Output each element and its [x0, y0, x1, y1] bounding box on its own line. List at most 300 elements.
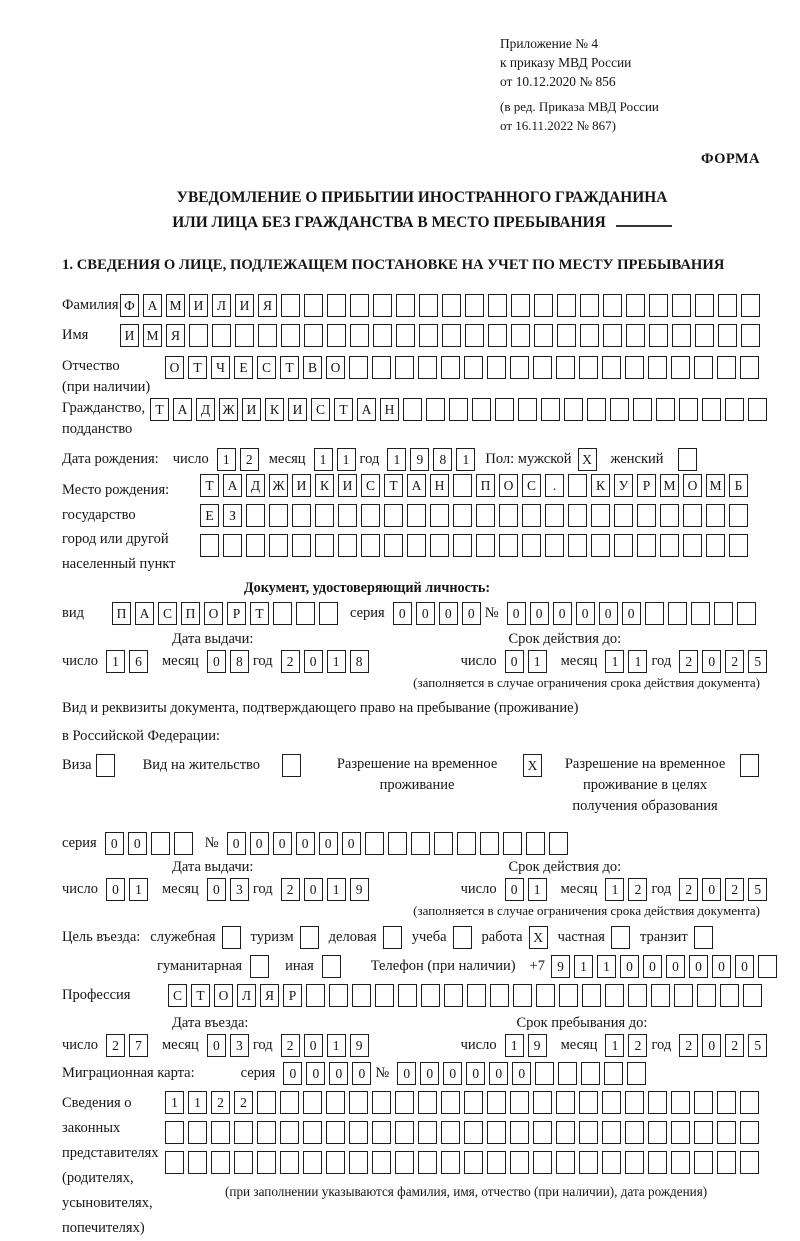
char-cell[interactable]	[350, 324, 369, 347]
char-cell[interactable]	[372, 1151, 391, 1174]
char-cell[interactable]: 0	[207, 650, 226, 673]
char-cell[interactable]	[556, 1121, 575, 1144]
char-cell[interactable]: 1	[605, 650, 624, 673]
char-cell[interactable]: Н	[430, 474, 449, 497]
char-cell[interactable]	[672, 324, 691, 347]
char-cell[interactable]	[487, 1151, 506, 1174]
char-cell[interactable]: Е	[200, 504, 219, 527]
char-cell[interactable]: 0	[306, 1062, 325, 1085]
char-cell[interactable]: 0	[702, 650, 721, 673]
char-cell[interactable]: Т	[250, 602, 269, 625]
char-cell[interactable]	[246, 504, 265, 527]
char-cell[interactable]	[679, 398, 698, 421]
char-cell[interactable]	[625, 356, 644, 379]
char-cell[interactable]	[292, 504, 311, 527]
char-cell[interactable]: С	[311, 398, 330, 421]
char-cell[interactable]	[656, 398, 675, 421]
char-cell[interactable]: Е	[234, 356, 253, 379]
char-cell[interactable]: 0	[283, 1062, 302, 1085]
goal-chastnaya-checkbox[interactable]	[611, 926, 630, 949]
char-cell[interactable]	[352, 984, 371, 1007]
char-cell[interactable]	[602, 356, 621, 379]
char-cell[interactable]	[395, 356, 414, 379]
char-cell[interactable]	[211, 1121, 230, 1144]
char-cell[interactable]	[648, 1121, 667, 1144]
char-cell[interactable]	[280, 1091, 299, 1114]
char-cell[interactable]: 8	[350, 650, 369, 673]
char-cell[interactable]	[717, 356, 736, 379]
char-cell[interactable]	[683, 504, 702, 527]
char-cell[interactable]	[725, 398, 744, 421]
char-cell[interactable]	[694, 356, 713, 379]
char-cell[interactable]: 0	[319, 832, 338, 855]
char-cell[interactable]: В	[303, 356, 322, 379]
char-cell[interactable]	[533, 1091, 552, 1114]
char-cell[interactable]	[533, 1151, 552, 1174]
char-cell[interactable]	[718, 324, 737, 347]
char-cell[interactable]: 1	[327, 1034, 346, 1057]
char-cell[interactable]	[430, 534, 449, 557]
char-cell[interactable]	[165, 1151, 184, 1174]
char-cell[interactable]	[510, 356, 529, 379]
char-cell[interactable]	[695, 294, 714, 317]
char-cell[interactable]: 0	[416, 602, 435, 625]
char-cell[interactable]	[741, 324, 760, 347]
char-cell[interactable]	[526, 832, 545, 855]
char-cell[interactable]: 5	[748, 650, 767, 673]
char-cell[interactable]	[694, 1091, 713, 1114]
char-cell[interactable]	[319, 602, 338, 625]
char-cell[interactable]	[591, 534, 610, 557]
char-cell[interactable]	[604, 1062, 623, 1085]
char-cell[interactable]	[349, 1151, 368, 1174]
char-cell[interactable]	[579, 1151, 598, 1174]
char-cell[interactable]: П	[181, 602, 200, 625]
char-cell[interactable]	[758, 955, 777, 978]
char-cell[interactable]: 0	[530, 602, 549, 625]
char-cell[interactable]: 0	[420, 1062, 439, 1085]
char-cell[interactable]: И	[338, 474, 357, 497]
char-cell[interactable]	[212, 324, 231, 347]
char-cell[interactable]: 2	[211, 1091, 230, 1114]
char-cell[interactable]	[165, 1121, 184, 1144]
char-cell[interactable]	[326, 1121, 345, 1144]
char-cell[interactable]	[729, 504, 748, 527]
char-cell[interactable]	[633, 398, 652, 421]
char-cell[interactable]: А	[135, 602, 154, 625]
char-cell[interactable]	[257, 1121, 276, 1144]
char-cell[interactable]: 3	[230, 1034, 249, 1057]
char-cell[interactable]	[296, 602, 315, 625]
char-cell[interactable]: 0	[512, 1062, 531, 1085]
char-cell[interactable]	[602, 1151, 621, 1174]
char-cell[interactable]: 2	[106, 1034, 125, 1057]
char-cell[interactable]: 0	[304, 878, 323, 901]
char-cell[interactable]	[476, 534, 495, 557]
char-cell[interactable]	[717, 1121, 736, 1144]
char-cell[interactable]: А	[173, 398, 192, 421]
char-cell[interactable]: 2	[679, 878, 698, 901]
char-cell[interactable]	[672, 294, 691, 317]
char-cell[interactable]	[637, 534, 656, 557]
char-cell[interactable]: 8	[433, 448, 452, 471]
char-cell[interactable]	[375, 984, 394, 1007]
char-cell[interactable]	[453, 504, 472, 527]
char-cell[interactable]: А	[407, 474, 426, 497]
char-cell[interactable]	[740, 1151, 759, 1174]
temp-residence-edu-checkbox[interactable]	[740, 754, 759, 777]
char-cell[interactable]: Д	[246, 474, 265, 497]
char-cell[interactable]	[211, 1151, 230, 1174]
char-cell[interactable]: З	[223, 504, 242, 527]
char-cell[interactable]	[649, 294, 668, 317]
char-cell[interactable]	[280, 1121, 299, 1144]
char-cell[interactable]	[737, 602, 756, 625]
char-cell[interactable]	[534, 294, 553, 317]
char-cell[interactable]	[651, 984, 670, 1007]
char-cell[interactable]	[568, 534, 587, 557]
char-cell[interactable]: 1	[605, 878, 624, 901]
char-cell[interactable]	[535, 1062, 554, 1085]
char-cell[interactable]	[419, 294, 438, 317]
char-cell[interactable]: П	[476, 474, 495, 497]
char-cell[interactable]	[304, 294, 323, 317]
residence-permit-checkbox[interactable]	[282, 754, 301, 777]
char-cell[interactable]	[558, 1062, 577, 1085]
char-cell[interactable]	[513, 984, 532, 1007]
char-cell[interactable]	[602, 1121, 621, 1144]
char-cell[interactable]	[188, 1121, 207, 1144]
char-cell[interactable]: С	[158, 602, 177, 625]
char-cell[interactable]	[649, 324, 668, 347]
char-cell[interactable]	[384, 504, 403, 527]
char-cell[interactable]: 1	[505, 1034, 524, 1057]
char-cell[interactable]: Р	[637, 474, 656, 497]
sex-male-checkbox[interactable]: X	[578, 448, 597, 471]
char-cell[interactable]	[384, 534, 403, 557]
char-cell[interactable]	[303, 1151, 322, 1174]
char-cell[interactable]	[605, 984, 624, 1007]
char-cell[interactable]: 1	[165, 1091, 184, 1114]
char-cell[interactable]: Л	[212, 294, 231, 317]
char-cell[interactable]	[660, 534, 679, 557]
char-cell[interactable]	[258, 324, 277, 347]
char-cell[interactable]: Т	[334, 398, 353, 421]
char-cell[interactable]: 1	[605, 1034, 624, 1057]
char-cell[interactable]	[626, 324, 645, 347]
char-cell[interactable]	[465, 294, 484, 317]
char-cell[interactable]	[327, 324, 346, 347]
char-cell[interactable]: 0	[489, 1062, 508, 1085]
char-cell[interactable]: У	[614, 474, 633, 497]
char-cell[interactable]	[200, 534, 219, 557]
char-cell[interactable]	[545, 504, 564, 527]
char-cell[interactable]: 0	[620, 955, 639, 978]
char-cell[interactable]: 1	[574, 955, 593, 978]
char-cell[interactable]	[472, 398, 491, 421]
char-cell[interactable]: О	[214, 984, 233, 1007]
char-cell[interactable]: О	[204, 602, 223, 625]
char-cell[interactable]: С	[257, 356, 276, 379]
char-cell[interactable]: 0	[439, 602, 458, 625]
char-cell[interactable]	[579, 1121, 598, 1144]
char-cell[interactable]	[327, 294, 346, 317]
char-cell[interactable]: Т	[200, 474, 219, 497]
char-cell[interactable]	[234, 1121, 253, 1144]
char-cell[interactable]	[372, 1091, 391, 1114]
char-cell[interactable]	[510, 1121, 529, 1144]
char-cell[interactable]: 0	[443, 1062, 462, 1085]
char-cell[interactable]: О	[326, 356, 345, 379]
char-cell[interactable]: 2	[281, 878, 300, 901]
char-cell[interactable]	[292, 534, 311, 557]
char-cell[interactable]: 9	[528, 1034, 547, 1057]
char-cell[interactable]	[717, 1091, 736, 1114]
char-cell[interactable]	[442, 324, 461, 347]
char-cell[interactable]: А	[357, 398, 376, 421]
char-cell[interactable]: 0	[576, 602, 595, 625]
char-cell[interactable]: 0	[507, 602, 526, 625]
char-cell[interactable]	[373, 294, 392, 317]
char-cell[interactable]: 0	[342, 832, 361, 855]
char-cell[interactable]	[695, 324, 714, 347]
char-cell[interactable]	[580, 294, 599, 317]
char-cell[interactable]	[361, 504, 380, 527]
char-cell[interactable]	[714, 602, 733, 625]
char-cell[interactable]: 2	[234, 1091, 253, 1114]
char-cell[interactable]	[365, 832, 384, 855]
char-cell[interactable]: 0	[462, 602, 481, 625]
char-cell[interactable]	[235, 324, 254, 347]
char-cell[interactable]: 0	[128, 832, 147, 855]
char-cell[interactable]	[740, 1121, 759, 1144]
char-cell[interactable]: А	[223, 474, 242, 497]
char-cell[interactable]	[729, 534, 748, 557]
char-cell[interactable]	[510, 1091, 529, 1114]
char-cell[interactable]	[315, 534, 334, 557]
char-cell[interactable]	[717, 1151, 736, 1174]
char-cell[interactable]	[648, 1091, 667, 1114]
goal-sluzhebnaya-checkbox[interactable]	[222, 926, 241, 949]
char-cell[interactable]	[518, 398, 537, 421]
char-cell[interactable]: 0	[599, 602, 618, 625]
char-cell[interactable]	[303, 1091, 322, 1114]
char-cell[interactable]	[522, 504, 541, 527]
char-cell[interactable]	[697, 984, 716, 1007]
char-cell[interactable]: Я	[260, 984, 279, 1007]
char-cell[interactable]	[614, 534, 633, 557]
temp-residence-checkbox[interactable]: X	[523, 754, 542, 777]
char-cell[interactable]: 2	[628, 878, 647, 901]
char-cell[interactable]: 0	[207, 1034, 226, 1057]
char-cell[interactable]	[610, 398, 629, 421]
char-cell[interactable]	[234, 1151, 253, 1174]
char-cell[interactable]	[188, 1151, 207, 1174]
char-cell[interactable]	[488, 294, 507, 317]
goal-delovaya-checkbox[interactable]	[383, 926, 402, 949]
char-cell[interactable]: Н	[380, 398, 399, 421]
char-cell[interactable]	[407, 534, 426, 557]
goal-tranzit-checkbox[interactable]	[694, 926, 713, 949]
goal-turizm-checkbox[interactable]	[300, 926, 319, 949]
char-cell[interactable]	[511, 324, 530, 347]
char-cell[interactable]	[568, 474, 587, 497]
char-cell[interactable]	[581, 1062, 600, 1085]
char-cell[interactable]: М	[166, 294, 185, 317]
char-cell[interactable]	[648, 356, 667, 379]
char-cell[interactable]	[674, 984, 693, 1007]
char-cell[interactable]	[361, 534, 380, 557]
char-cell[interactable]	[487, 356, 506, 379]
char-cell[interactable]: 2	[679, 650, 698, 673]
char-cell[interactable]: 0	[702, 1034, 721, 1057]
char-cell[interactable]: 1	[217, 448, 236, 471]
char-cell[interactable]: О	[499, 474, 518, 497]
char-cell[interactable]: 1	[327, 878, 346, 901]
char-cell[interactable]: 0	[393, 602, 412, 625]
char-cell[interactable]: 1	[327, 650, 346, 673]
char-cell[interactable]: 0	[250, 832, 269, 855]
char-cell[interactable]	[740, 356, 759, 379]
char-cell[interactable]: Ч	[211, 356, 230, 379]
char-cell[interactable]: К	[591, 474, 610, 497]
char-cell[interactable]: 0	[689, 955, 708, 978]
char-cell[interactable]	[174, 832, 193, 855]
char-cell[interactable]: 0	[227, 832, 246, 855]
char-cell[interactable]	[487, 1091, 506, 1114]
char-cell[interactable]	[536, 984, 555, 1007]
char-cell[interactable]: 0	[304, 650, 323, 673]
char-cell[interactable]: 2	[725, 1034, 744, 1057]
char-cell[interactable]	[349, 1121, 368, 1144]
char-cell[interactable]	[418, 356, 437, 379]
char-cell[interactable]	[306, 984, 325, 1007]
char-cell[interactable]: 5	[748, 1034, 767, 1057]
char-cell[interactable]	[418, 1151, 437, 1174]
char-cell[interactable]: 2	[725, 878, 744, 901]
char-cell[interactable]	[326, 1091, 345, 1114]
char-cell[interactable]	[281, 294, 300, 317]
char-cell[interactable]	[441, 356, 460, 379]
char-cell[interactable]	[603, 324, 622, 347]
char-cell[interactable]	[557, 294, 576, 317]
char-cell[interactable]: А	[143, 294, 162, 317]
char-cell[interactable]	[671, 1091, 690, 1114]
char-cell[interactable]	[457, 832, 476, 855]
char-cell[interactable]: Д	[196, 398, 215, 421]
char-cell[interactable]: 1	[456, 448, 475, 471]
char-cell[interactable]: 1	[106, 650, 125, 673]
char-cell[interactable]	[304, 324, 323, 347]
char-cell[interactable]	[269, 534, 288, 557]
char-cell[interactable]: 3	[230, 878, 249, 901]
char-cell[interactable]	[591, 504, 610, 527]
char-cell[interactable]	[441, 1121, 460, 1144]
char-cell[interactable]: И	[292, 474, 311, 497]
char-cell[interactable]	[388, 832, 407, 855]
char-cell[interactable]	[743, 984, 762, 1007]
char-cell[interactable]: 0	[397, 1062, 416, 1085]
char-cell[interactable]	[441, 1151, 460, 1174]
char-cell[interactable]	[533, 356, 552, 379]
char-cell[interactable]	[702, 398, 721, 421]
char-cell[interactable]	[273, 602, 292, 625]
char-cell[interactable]	[418, 1091, 437, 1114]
char-cell[interactable]: К	[265, 398, 284, 421]
char-cell[interactable]	[257, 1151, 276, 1174]
char-cell[interactable]: 0	[643, 955, 662, 978]
char-cell[interactable]	[441, 1091, 460, 1114]
char-cell[interactable]: Ж	[269, 474, 288, 497]
char-cell[interactable]: Т	[191, 984, 210, 1007]
char-cell[interactable]: 0	[505, 650, 524, 673]
char-cell[interactable]	[418, 1121, 437, 1144]
char-cell[interactable]: Л	[237, 984, 256, 1007]
char-cell[interactable]	[740, 1091, 759, 1114]
char-cell[interactable]	[503, 832, 522, 855]
char-cell[interactable]: 1	[628, 650, 647, 673]
char-cell[interactable]: Т	[150, 398, 169, 421]
char-cell[interactable]: 9	[410, 448, 429, 471]
char-cell[interactable]	[541, 398, 560, 421]
char-cell[interactable]: М	[143, 324, 162, 347]
char-cell[interactable]	[453, 474, 472, 497]
char-cell[interactable]	[453, 534, 472, 557]
char-cell[interactable]	[602, 1091, 621, 1114]
char-cell[interactable]: 0	[622, 602, 641, 625]
char-cell[interactable]: Р	[227, 602, 246, 625]
goal-inaya-checkbox[interactable]	[322, 955, 341, 978]
char-cell[interactable]	[350, 294, 369, 317]
char-cell[interactable]	[559, 984, 578, 1007]
char-cell[interactable]: 2	[240, 448, 259, 471]
char-cell[interactable]	[449, 398, 468, 421]
char-cell[interactable]	[476, 504, 495, 527]
char-cell[interactable]: Я	[258, 294, 277, 317]
char-cell[interactable]	[464, 1091, 483, 1114]
char-cell[interactable]	[421, 984, 440, 1007]
char-cell[interactable]	[579, 1091, 598, 1114]
char-cell[interactable]	[522, 534, 541, 557]
char-cell[interactable]: О	[683, 474, 702, 497]
char-cell[interactable]: 0	[106, 878, 125, 901]
char-cell[interactable]: 2	[628, 1034, 647, 1057]
char-cell[interactable]	[625, 1091, 644, 1114]
char-cell[interactable]	[582, 984, 601, 1007]
goal-gumanitarnaya-checkbox[interactable]	[250, 955, 269, 978]
char-cell[interactable]	[372, 1121, 391, 1144]
char-cell[interactable]	[444, 984, 463, 1007]
char-cell[interactable]: Ж	[219, 398, 238, 421]
char-cell[interactable]	[465, 324, 484, 347]
char-cell[interactable]: 1	[528, 878, 547, 901]
char-cell[interactable]	[718, 294, 737, 317]
char-cell[interactable]: 0	[105, 832, 124, 855]
char-cell[interactable]	[338, 534, 357, 557]
char-cell[interactable]: 0	[466, 1062, 485, 1085]
char-cell[interactable]	[671, 1121, 690, 1144]
char-cell[interactable]	[671, 1151, 690, 1174]
char-cell[interactable]: 2	[725, 650, 744, 673]
char-cell[interactable]: И	[120, 324, 139, 347]
char-cell[interactable]	[338, 504, 357, 527]
char-cell[interactable]	[556, 356, 575, 379]
char-cell[interactable]	[326, 1151, 345, 1174]
char-cell[interactable]	[464, 356, 483, 379]
char-cell[interactable]	[411, 832, 430, 855]
char-cell[interactable]	[637, 504, 656, 527]
char-cell[interactable]: Т	[280, 356, 299, 379]
